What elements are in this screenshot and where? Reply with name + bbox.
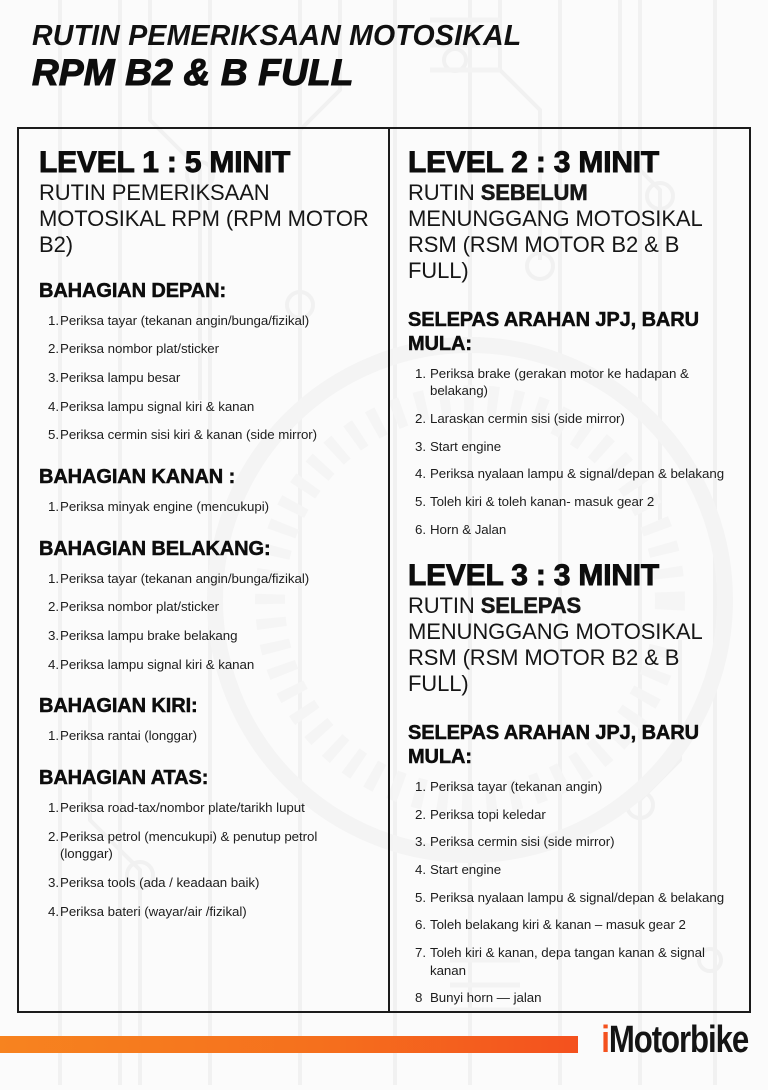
- list-item-number: 5.: [414, 889, 426, 905]
- list-item: [39, 828, 372, 863]
- section-heading-depan: BAHAGIAN DEPAN:: [39, 279, 227, 302]
- list-item-number: 2.: [48, 828, 59, 844]
- list-item-number: 4.: [414, 861, 426, 877]
- list-item-text: Periksa nombor plat/sticker: [60, 341, 220, 357]
- level-3-heading: LEVEL 3 : 3 MINIT: [407, 559, 660, 593]
- list-item: [408, 438, 733, 456]
- list-item-number: 4.: [48, 398, 59, 414]
- checklist-panel: [17, 127, 751, 1013]
- list-item-text: Horn & Jalan: [429, 521, 507, 537]
- level-2-block: [408, 147, 733, 538]
- list-item: [408, 521, 733, 539]
- list-item-number: 4.: [414, 466, 426, 482]
- list-item-number: 3.: [48, 628, 59, 644]
- list-item: [39, 340, 372, 358]
- list-item-text: Periksa tayar (tekanan angin/bunga/fizikal): [60, 312, 310, 328]
- level-3-subtitle-bold: SELEPAS: [480, 593, 582, 619]
- list-item-number: 2.: [48, 341, 59, 357]
- page-footer: [0, 1013, 768, 1085]
- level-2-subtitle-post: MENUNGGANG MOTOSIKAL RSM (RSM MOTOR B2 & B FULL): [407, 205, 702, 283]
- level-2-subtitle-bold: SEBELUM: [480, 179, 588, 205]
- list-item-text: Periksa bateri (wayar/air /fizikal): [60, 903, 247, 919]
- checklist-level-3: [408, 778, 733, 1007]
- list-item-number: 1.: [414, 778, 426, 794]
- list-item-number: 1.: [48, 728, 59, 744]
- list-item-number: 2.: [414, 410, 426, 426]
- level-3-subtitle: [408, 593, 733, 697]
- level-1-heading: LEVEL 1 : 5 MINIT: [39, 146, 291, 179]
- level-2-subtitle-pre: RUTIN: [407, 179, 481, 205]
- list-item: [39, 398, 372, 416]
- list-item: [39, 426, 372, 444]
- list-item-text: Periksa topi keledar: [429, 806, 546, 822]
- list-item: [408, 778, 733, 796]
- list-item-number: 3.: [414, 834, 426, 850]
- checklist-atas: [39, 799, 372, 920]
- list-item: [408, 806, 733, 824]
- page-title-line-1: RUTIN PEMERIKSAAN MOTOSIKAL: [32, 20, 522, 52]
- list-item: [39, 598, 372, 616]
- list-item: [39, 369, 372, 387]
- level-2-heading: LEVEL 2 : 3 MINIT: [407, 146, 660, 179]
- list-item: [408, 861, 733, 879]
- section-heading-belakang: BAHAGIAN BELAKANG:: [39, 537, 271, 560]
- list-item: [408, 410, 733, 428]
- list-item-text: Periksa lampu signal kiri & kanan: [60, 656, 255, 672]
- list-item: [408, 465, 733, 483]
- list-item: [39, 656, 372, 674]
- list-item-text: Periksa nyalaan lampu & signal/depan & belakang: [429, 889, 725, 905]
- logo-letter-i: i: [601, 1019, 609, 1061]
- list-item: [408, 493, 733, 511]
- list-item: [39, 903, 372, 921]
- list-item-text: Periksa nombor plat/sticker: [60, 599, 220, 615]
- level-3-block: [408, 560, 733, 1007]
- list-item-text: Bunyi horn — jalan: [429, 990, 542, 1006]
- list-item: [408, 944, 733, 979]
- list-item-number: 2.: [414, 806, 426, 822]
- list-item: [408, 916, 733, 934]
- checklist-depan: [39, 312, 372, 444]
- list-item-number: 1.: [48, 312, 59, 328]
- list-item-text: Periksa petrol (mencukupi) & penutup petrol (longgar): [60, 828, 318, 862]
- list-item-text: Toleh belakang kiri & kanan – masuk gear 2: [429, 917, 686, 933]
- section-heading-kiri: BAHAGIAN KIRI:: [39, 695, 198, 718]
- list-item-text: Periksa tayar (tekanan angin): [429, 778, 603, 794]
- imotorbike-logo: [601, 1021, 748, 1059]
- section-heading-kanan: BAHAGIAN KANAN :: [39, 466, 236, 489]
- list-item-text: Periksa rantai (longgar): [60, 728, 198, 744]
- page-header: [32, 22, 521, 92]
- list-item-text: Periksa cermin sisi (side mirror): [429, 834, 615, 850]
- list-item: [39, 498, 372, 516]
- level-1-sections: [39, 279, 372, 921]
- list-item-number: 5.: [48, 427, 59, 443]
- list-item-number: 8: [414, 990, 423, 1006]
- footer-accent-bar: [0, 1036, 578, 1053]
- list-item: [39, 312, 372, 330]
- list-item-text: Periksa lampu besar: [60, 370, 181, 385]
- level-2-section-heading: SELEPAS ARAHAN JPJ, BARU MULA:: [407, 308, 699, 355]
- list-item-text: Periksa cermin sisi kiri & kanan (side mirror): [60, 427, 318, 443]
- list-item-number: 1.: [48, 570, 59, 586]
- list-item-number: 4.: [48, 903, 59, 919]
- list-item-number: 3.: [48, 875, 59, 891]
- list-item-text: Periksa brake (gerakan motor ke hadapan & belakang): [429, 365, 689, 399]
- list-item: [408, 889, 733, 907]
- level-3-subtitle-post: MENUNGGANG MOTOSIKAL RSM (RSM MOTOR B2 & B FULL): [407, 619, 702, 696]
- level-3-subtitle-pre: RUTIN: [407, 593, 481, 619]
- list-item-number: 6.: [414, 521, 426, 537]
- column-level-2-3: [390, 129, 749, 1011]
- list-item-text: Start engine: [429, 438, 502, 454]
- section-heading-atas: BAHAGIAN ATAS:: [39, 767, 209, 790]
- list-item-number: 3.: [48, 370, 59, 385]
- checklist-kiri: [39, 727, 372, 745]
- list-item: [39, 799, 372, 817]
- checklist-belakang: [39, 570, 372, 674]
- column-level-1: [19, 129, 390, 1011]
- list-item-number: 7.: [414, 944, 426, 960]
- list-item-text: Periksa road-tax/nombor plate/tarikh luput: [60, 800, 305, 816]
- list-item: [408, 365, 733, 400]
- level-2-subtitle: [408, 180, 733, 284]
- list-item: [39, 874, 372, 892]
- list-item-number: 1.: [48, 499, 59, 515]
- list-item: [39, 627, 372, 645]
- list-item: [39, 727, 372, 745]
- list-item-number: 3.: [414, 438, 426, 454]
- list-item-text: Periksa tayar (tekanan angin/bunga/fizikal): [60, 570, 310, 586]
- list-item-text: Start engine: [429, 861, 502, 877]
- page-title-line-2: RPM B2 & B FULL: [32, 51, 354, 93]
- list-item-number: 1.: [48, 800, 59, 816]
- checklist-level-2: [408, 365, 733, 539]
- list-item-text: Laraskan cermin sisi (side mirror): [429, 410, 625, 426]
- list-item-number: 5.: [414, 493, 426, 509]
- level-3-section-heading: SELEPAS ARAHAN JPJ, BARU MULA:: [407, 721, 699, 768]
- list-item: [408, 833, 733, 851]
- list-item-text: Toleh kiri & toleh kanan- masuk gear 2: [429, 493, 655, 509]
- list-item-text: Periksa minyak engine (mencukupi): [60, 499, 269, 515]
- list-item-text: Periksa lampu signal kiri & kanan: [60, 398, 255, 414]
- level-1-subtitle: RUTIN PEMERIKSAAN MOTOSIKAL RPM (RPM MOTOR B2): [39, 179, 369, 257]
- list-item: [408, 989, 733, 1007]
- list-item: [39, 570, 372, 588]
- list-item-number: 4.: [48, 656, 59, 672]
- list-item-text: Toleh kiri & kanan, depa tangan kanan & signal kanan: [429, 944, 705, 978]
- list-item-text: Periksa tools (ada / keadaan baik): [60, 875, 260, 891]
- list-item-text: Periksa lampu brake belakang: [60, 628, 238, 644]
- logo-wordmark: Motorbike: [608, 1019, 748, 1061]
- list-item-number: 6.: [414, 917, 426, 933]
- list-item-text: Periksa nyalaan lampu & signal/depan & belakang: [429, 466, 725, 482]
- list-item-number: 2.: [48, 599, 59, 615]
- list-item-number: 1.: [414, 365, 426, 381]
- checklist-kanan: [39, 498, 372, 516]
